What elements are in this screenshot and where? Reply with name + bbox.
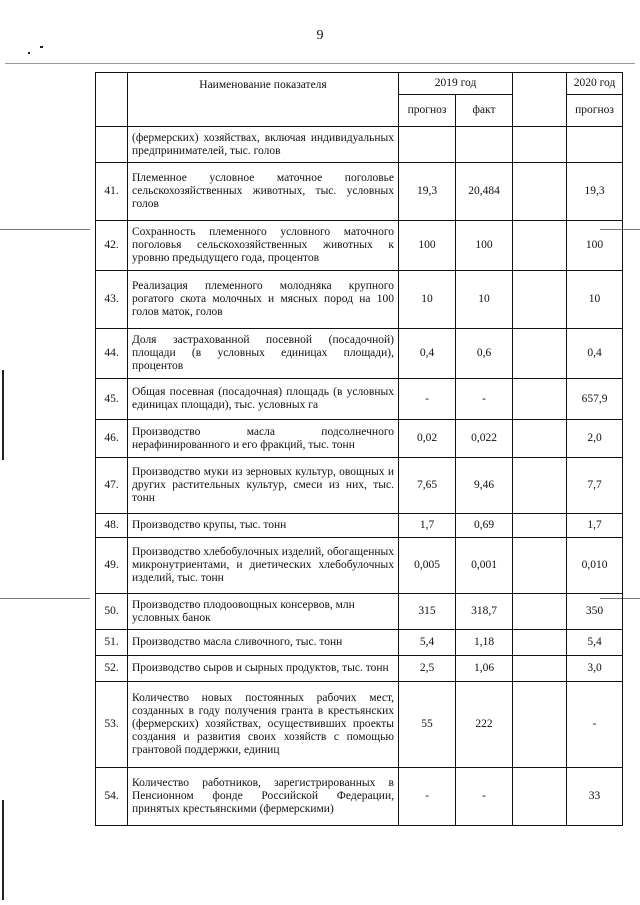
header-year-2019: 2019 год bbox=[399, 73, 513, 95]
scan-dash-line bbox=[5, 63, 635, 64]
header-empty-cell bbox=[513, 73, 567, 127]
forecast-2020: 0,4 bbox=[567, 329, 623, 379]
fact-2019: 0,001 bbox=[456, 538, 513, 594]
empty-cell bbox=[513, 458, 567, 514]
forecast-2019: 0,005 bbox=[399, 538, 456, 594]
header-forecast-2019: прогноз bbox=[399, 95, 456, 127]
empty-cell bbox=[513, 630, 567, 656]
table-row bbox=[96, 379, 623, 420]
scan-dash-line bbox=[0, 598, 90, 599]
empty-cell bbox=[513, 682, 567, 768]
row-number: 46. bbox=[96, 420, 128, 458]
header-year-2020: 2020 год bbox=[567, 73, 623, 95]
forecast-2019: 19,3 bbox=[399, 163, 456, 221]
forecast-2020: 1,7 bbox=[567, 514, 623, 538]
scan-dash-line bbox=[0, 229, 90, 230]
header-forecast-2020: прогноз bbox=[567, 95, 623, 127]
fact-2019: - bbox=[456, 768, 513, 826]
forecast-2020: 0,010 bbox=[567, 538, 623, 594]
indicator-name: Доля застрахованной посевной (посадочной) площади (в условных единицах площади), процентов bbox=[128, 329, 399, 379]
row-number: 41. bbox=[96, 163, 128, 221]
header-fact-2019: факт bbox=[456, 95, 513, 127]
row-number-cell bbox=[96, 127, 128, 163]
forecast-2020: 10 bbox=[567, 271, 623, 329]
indicator-name: Производство масла сливочного, тыс. тонн bbox=[128, 630, 399, 656]
forecast-2019: 10 bbox=[399, 271, 456, 329]
fact-2019: 1,18 bbox=[456, 630, 513, 656]
empty-cell bbox=[513, 768, 567, 826]
table-row bbox=[96, 630, 623, 656]
table-row bbox=[96, 329, 623, 379]
row-number: 42. bbox=[96, 221, 128, 271]
indicator-name: Количество работников, зарегистрированных в Пенсионном фонде Российской Федерации, принятых крестьянскими (фермерскими) bbox=[128, 768, 399, 826]
table-row bbox=[96, 163, 623, 221]
fact-2019: 0,022 bbox=[456, 420, 513, 458]
indicator-name: Производство крупы, тыс. тонн bbox=[128, 514, 399, 538]
row-number: 44. bbox=[96, 329, 128, 379]
indicator-name: Производство масла подсолнечного нерафинированного и его фракций, тыс. тонн bbox=[128, 420, 399, 458]
fact-2019: 318,7 bbox=[456, 594, 513, 630]
scan-edge-mark bbox=[2, 800, 4, 900]
continuation-text: (фермерских) хозяйствах, включая индивидуальных предпринимателей, тыс. голов bbox=[128, 127, 399, 163]
table-row bbox=[96, 514, 623, 538]
table-row bbox=[96, 420, 623, 458]
forecast-2019: 7,65 bbox=[399, 458, 456, 514]
fact-2019: 222 bbox=[456, 682, 513, 768]
empty-cell bbox=[513, 538, 567, 594]
empty-cell bbox=[513, 379, 567, 420]
table-row bbox=[96, 682, 623, 768]
empty-cell bbox=[513, 420, 567, 458]
table-header-row bbox=[96, 73, 623, 95]
value-cell bbox=[567, 127, 623, 163]
forecast-2019: 55 bbox=[399, 682, 456, 768]
forecast-2019: 2,5 bbox=[399, 656, 456, 682]
forecast-2020: 19,3 bbox=[567, 163, 623, 221]
forecast-2019: 1,7 bbox=[399, 514, 456, 538]
indicator-name: Племенное условное маточное поголовье сельскохозяйственных животных, тыс. условных голов bbox=[128, 163, 399, 221]
page-number: 9 bbox=[316, 28, 324, 43]
value-cell bbox=[513, 127, 567, 163]
indicator-name: Производство хлебобулочных изделий, обогащенных микронутриентами, и диетических хлебобулочных изделий, тыс. тонн bbox=[128, 538, 399, 594]
empty-cell bbox=[513, 163, 567, 221]
table-row bbox=[96, 594, 623, 630]
fact-2019: 0,69 bbox=[456, 514, 513, 538]
indicator-name: Производство сыров и сырных продуктов, тыс. тонн bbox=[128, 656, 399, 682]
fact-2019: 10 bbox=[456, 271, 513, 329]
fact-2019: 1,06 bbox=[456, 656, 513, 682]
row-number: 50. bbox=[96, 594, 128, 630]
table-row bbox=[96, 127, 623, 163]
row-number: 43. bbox=[96, 271, 128, 329]
forecast-2019: 100 bbox=[399, 221, 456, 271]
scan-speck bbox=[28, 52, 30, 54]
value-cell bbox=[399, 127, 456, 163]
row-number: 48. bbox=[96, 514, 128, 538]
empty-cell bbox=[513, 329, 567, 379]
empty-cell bbox=[513, 656, 567, 682]
empty-cell bbox=[513, 514, 567, 538]
row-number: 54. bbox=[96, 768, 128, 826]
indicator-name: Производство муки из зерновых культур, овощных и других растительных культур, смеси из них, тыс. тонн bbox=[128, 458, 399, 514]
table-row bbox=[96, 656, 623, 682]
indicator-name: Общая посевная (посадочная) площадь (в условных единицах площади), тыс. условных га bbox=[128, 379, 399, 420]
fact-2019: - bbox=[456, 379, 513, 420]
table-row bbox=[96, 458, 623, 514]
row-number: 52. bbox=[96, 656, 128, 682]
table-row bbox=[96, 538, 623, 594]
forecast-2019: 0,4 bbox=[399, 329, 456, 379]
table-row bbox=[96, 768, 623, 826]
indicator-name: Количество новых постоянных рабочих мест, созданных в году получения гранта в крестьянских (фермерских) хозяйствах, осуществивших проекты создания и развития своих хозяйств с помощью грантовой поддержки, единиц bbox=[128, 682, 399, 768]
indicators-table bbox=[95, 72, 623, 826]
header-indicator-name: Наименование показателя bbox=[128, 73, 399, 127]
empty-cell bbox=[513, 594, 567, 630]
header-number-cell bbox=[96, 73, 128, 127]
row-number: 51. bbox=[96, 630, 128, 656]
row-number: 53. bbox=[96, 682, 128, 768]
indicator-name: Сохранность племенного условного маточного поголовья сельскохозяйственных животных к уровню предыдущего года, процентов bbox=[128, 221, 399, 271]
row-number: 45. bbox=[96, 379, 128, 420]
empty-cell bbox=[513, 221, 567, 271]
forecast-2020: 657,9 bbox=[567, 379, 623, 420]
row-number: 47. bbox=[96, 458, 128, 514]
value-cell bbox=[456, 127, 513, 163]
empty-cell bbox=[513, 271, 567, 329]
forecast-2020: 100 bbox=[567, 221, 623, 271]
forecast-2019: 5,4 bbox=[399, 630, 456, 656]
forecast-2019: 0,02 bbox=[399, 420, 456, 458]
scan-edge-mark bbox=[2, 370, 4, 460]
indicator-name: Реализация племенного молодняка крупного рогатого скота молочных и мясных пород на 100 голов маток, голов bbox=[128, 271, 399, 329]
forecast-2020: 33 bbox=[567, 768, 623, 826]
fact-2019: 9,46 bbox=[456, 458, 513, 514]
table-row bbox=[96, 271, 623, 329]
forecast-2020: 5,4 bbox=[567, 630, 623, 656]
forecast-2020: 2,0 bbox=[567, 420, 623, 458]
fact-2019: 20,484 bbox=[456, 163, 513, 221]
forecast-2019: - bbox=[399, 379, 456, 420]
forecast-2019: - bbox=[399, 768, 456, 826]
forecast-2020: 350 bbox=[567, 594, 623, 630]
fact-2019: 100 bbox=[456, 221, 513, 271]
indicator-name: Производство плодоовощных консервов, млн условных банок bbox=[128, 594, 399, 630]
row-number: 49. bbox=[96, 538, 128, 594]
forecast-2020: 7,7 bbox=[567, 458, 623, 514]
scan-speck bbox=[40, 46, 43, 48]
forecast-2020: - bbox=[567, 682, 623, 768]
forecast-2019: 315 bbox=[399, 594, 456, 630]
fact-2019: 0,6 bbox=[456, 329, 513, 379]
table-row bbox=[96, 221, 623, 271]
forecast-2020: 3,0 bbox=[567, 656, 623, 682]
